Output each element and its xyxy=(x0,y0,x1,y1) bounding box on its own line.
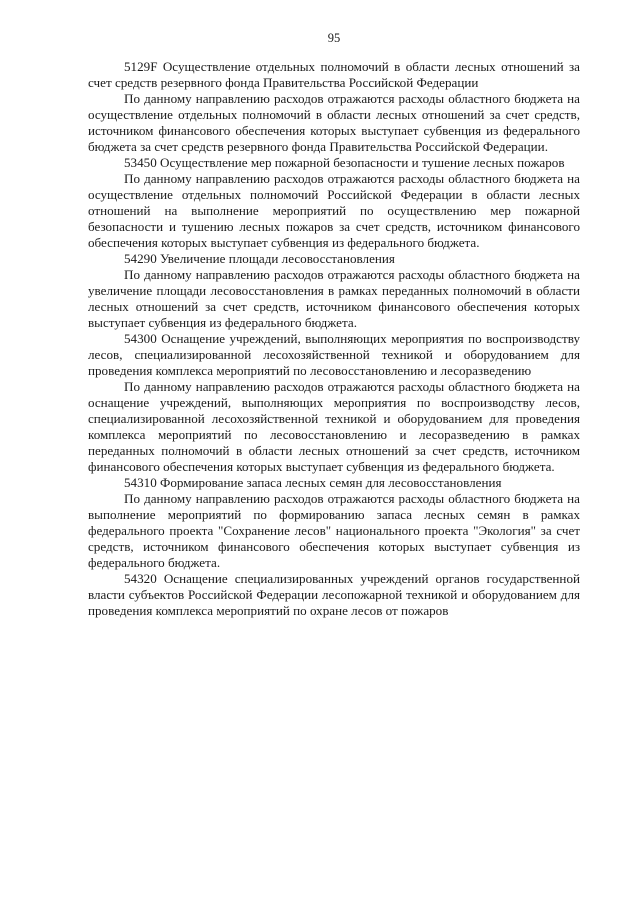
paragraph: По данному направлению расходов отражаются расходы областного бюджета на осуществление отдельных полномочий в области лесных отношений за счет средств, источником финансового обеспечения которых выступает субвенция из федерального бюджета за счет средств резервного фонда Правительства Российской Федерации. xyxy=(88,91,580,154)
section-heading: 53450 Осуществление мер пожарной безопасности и тушение лесных пожаров xyxy=(124,155,565,170)
document-body xyxy=(88,59,580,619)
paragraph: По данному направлению расходов отражаются расходы областного бюджета на увеличение площади лесовосстановления в рамках переданных полномочий в области лесных отношений за счет средств, источником финансового обеспечения которых выступает субвенция из федерального бюджета. xyxy=(88,267,580,330)
page-number: 95 xyxy=(327,31,341,45)
section-heading: 54290 Увеличение площади лесовосстановления xyxy=(124,251,395,266)
section-heading: 5129F Осуществление отдельных полномочий в области лесных отношений за счет средств резервного фонда Правительства Российской Федерации xyxy=(88,59,580,90)
paragraph: По данному направлению расходов отражаются расходы областного бюджета на осуществление отдельных полномочий Российской Федерации в области лесных отношений на выполнение мероприятий по осуществлению мер пожарной безопасности и тушению лесных пожаров за счет средств, источником финансового обеспечения которых выступает субвенция из федерального бюджета. xyxy=(88,171,580,250)
paragraph: По данному направлению расходов отражаются расходы областного бюджета на оснащение учреждений, выполняющих мероприятия по воспроизводству лесов, специализированной лесохозяйственной техникой и оборудованием для проведения комплекса мероприятий по лесовосстановлению и лесоразведению в рамках переданных полномочий в области лесных отношений за счет средств, источником финансового обеспечения которых выступает субвенция из федерального бюджета. xyxy=(88,379,580,474)
section-heading: 54310 Формирование запаса лесных семян для лесовосстановления xyxy=(124,475,502,490)
paragraph: По данному направлению расходов отражаются расходы областного бюджета на выполнение мероприятий по формированию запаса лесных семян в рамках федерального проекта "Сохранение лесов" национального проекта "Экология" за счет средств, источником финансового обеспечения которых выступает субвенция из федерального бюджета. xyxy=(88,491,580,570)
document-page xyxy=(88,30,580,619)
section-heading: 54300 Оснащение учреждений, выполняющих мероприятия по воспроизводству лесов, специализированной лесохозяйственной техникой и оборудованием для проведения комплекса мероприятий по лесовосстановлению и лесоразведению xyxy=(88,331,580,378)
section-heading: 54320 Оснащение специализированных учреждений органов государственной власти субъектов Российской Федерации лесопожарной техникой и оборудованием для проведения комплекса мероприятий по охране лесов от пожаров xyxy=(88,571,580,618)
